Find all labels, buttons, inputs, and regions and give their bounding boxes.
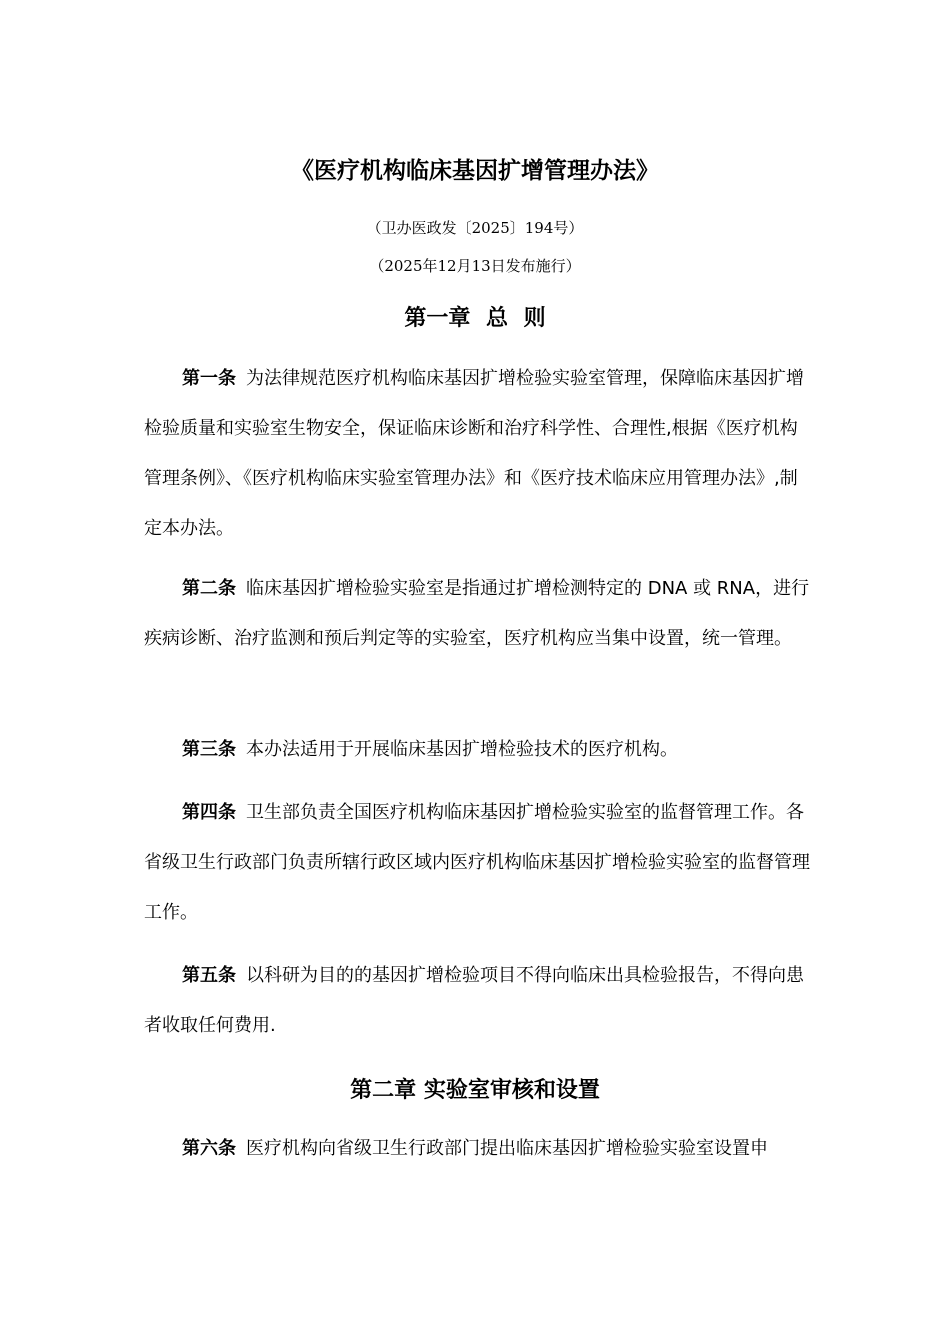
- article-2: [144, 564, 812, 664]
- article-text: 卫生部负责全国医疗机构临床基因扩增检验实验室的监督管理工作。各省级卫生行政部门负责所辖行政区域内医疗机构临床基因扩增检验实验室的监督管理工作。: [144, 802, 810, 923]
- article-3: [144, 725, 812, 775]
- article-label: 第一条: [182, 368, 236, 389]
- issue-date: （2025年12月13日发布施行）: [369, 257, 581, 275]
- article-label: 第二条: [182, 578, 236, 599]
- chapter-heading: 第二章 实验室审核和设置: [350, 1078, 600, 1103]
- article-label: 第三条: [182, 739, 236, 760]
- document-number: （卫办医政发〔2025〕194号）: [366, 219, 584, 237]
- article-1: [144, 354, 812, 554]
- chapter-heading: 第一章 总 则: [404, 306, 546, 331]
- article-label: 第六条: [182, 1138, 236, 1159]
- article-text: 以科研为目的的基因扩增检验项目不得向临床出具检验报告，不得向患者收取任何费用.: [144, 965, 804, 1036]
- article-text: 本办法适用于开展临床基因扩增检验技术的医疗机构。: [246, 739, 678, 760]
- article-text: 临床基因扩增检验实验室是指通过扩增检测特定的 DNA 或 RNA，进行疾病诊断、治疗监测和预后判定等的实验室，医疗机构应当集中设置，统一管理。: [144, 578, 810, 649]
- document-title: 《医疗机构临床基因扩增管理办法》: [291, 158, 659, 184]
- article-5: [144, 951, 812, 1051]
- article-6: [144, 1124, 812, 1174]
- article-label: 第五条: [182, 965, 236, 986]
- article-text: 医疗机构向省级卫生行政部门提出临床基因扩增检验实验室设置申: [246, 1138, 768, 1159]
- article-label: 第四条: [182, 802, 236, 823]
- article-4: [144, 788, 812, 938]
- article-text: 为法律规范医疗机构临床基因扩增检验实验室管理，保障临床基因扩增检验质量和实验室生物安全，保证临床诊断和治疗科学性、合理性,根据《医疗机构管理条例》、《医疗机构临床实验室管理办法》和《医疗技术临床应用管理办法》,制定本办法。: [144, 368, 804, 539]
